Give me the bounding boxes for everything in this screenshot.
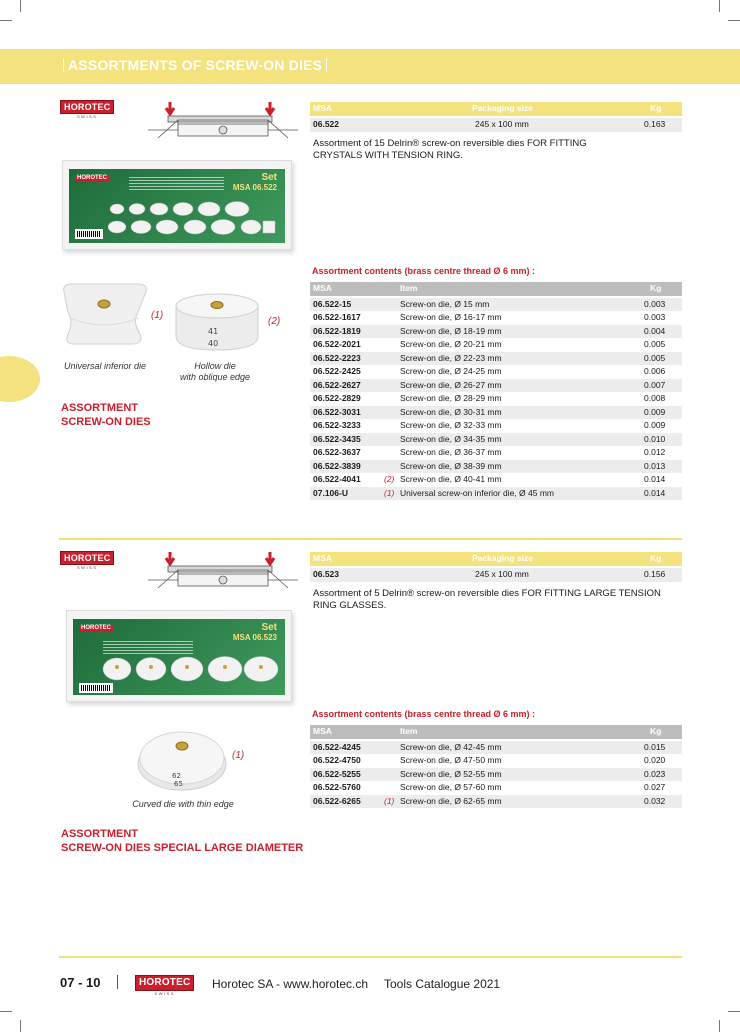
- cell-ref: 06.522-2021: [313, 339, 361, 349]
- cell-kg: 0.003: [644, 312, 666, 322]
- die-mark-top: 41: [208, 327, 219, 336]
- table-row: [310, 446, 682, 460]
- table-row: [310, 392, 682, 406]
- cell-item: Screw-on die, Ø 20-21 mm: [400, 339, 502, 349]
- logo-text: HOROTEC: [60, 551, 114, 565]
- cell-kg: 0.010: [644, 433, 666, 444]
- cell-ref: 06.522-4041: [313, 474, 361, 484]
- cell-item: Screw-on die, Ø 15 mm: [400, 298, 490, 309]
- table-row: [310, 460, 682, 474]
- table-header: [310, 552, 682, 566]
- cell-ref: 06.522-4750: [313, 755, 361, 765]
- horotec-logo: [60, 100, 114, 119]
- cell-ref: 06.522-3031: [313, 406, 361, 417]
- universal-inferior-die-image: [58, 282, 150, 348]
- table-row: [310, 741, 682, 755]
- curved-die-image: [136, 720, 228, 792]
- cell-ref: 06.522-3839: [313, 460, 361, 471]
- footer-catalogue: Tools Catalogue 2021: [384, 977, 501, 991]
- cell-ref: 06.522-2829: [313, 393, 361, 403]
- packaging-table: [310, 552, 682, 583]
- box-logo: HOROTEC: [77, 175, 107, 181]
- die-mark-bottom: 65: [174, 780, 183, 788]
- cell-kg: 0.013: [644, 460, 666, 471]
- col-kg: Kg: [650, 283, 662, 293]
- cell-ref: 06.522-1617: [313, 312, 361, 322]
- section-title-line1: ASSORTMENT: [61, 402, 138, 414]
- press-diagram-illustration: [148, 548, 298, 598]
- cell-ref: 06.522-4245: [313, 741, 361, 752]
- cell-ref: 06.522-2425: [313, 366, 361, 376]
- table-row: [310, 487, 682, 501]
- col-kg: Kg: [650, 726, 662, 736]
- col-msa: MSA: [313, 103, 332, 113]
- table-row: [310, 406, 682, 420]
- cell-item: Screw-on die, Ø 30-31 mm: [400, 406, 502, 417]
- logo-text: HOROTEC: [135, 975, 194, 991]
- cell-item: Screw-on die, Ø 16-17 mm: [400, 312, 502, 322]
- box-dies-illustration: [101, 655, 281, 683]
- footer-company: Horotec SA - www.horotec.ch: [212, 977, 369, 991]
- cell-item: Screw-on die, Ø 57-60 mm: [400, 782, 502, 792]
- page-title-text: ASSORTMENTS OF SCREW-ON DIES: [68, 57, 323, 73]
- cell-item: Screw-on die, Ø 42-45 mm: [400, 741, 502, 752]
- table-header: [310, 102, 682, 116]
- cell-ref: 07.106-U: [313, 487, 348, 498]
- caption-hollow-line2: with oblique edge: [179, 372, 251, 382]
- callout-2: (2): [268, 316, 281, 327]
- col-msa: MSA: [313, 726, 332, 736]
- cell-ref: 06.523: [313, 569, 339, 579]
- cell-note: (2): [384, 474, 395, 484]
- section-title-line1: ASSORTMENT: [61, 828, 138, 840]
- cell-item: Screw-on die, Ø 22-23 mm: [400, 352, 502, 363]
- product-box-image: [66, 610, 292, 702]
- table-header: [310, 282, 682, 296]
- box-set-ref: MSA 06.523: [232, 633, 277, 642]
- contents-title: Assortment contents (brass centre thread Ø 6 mm) :: [312, 709, 536, 719]
- box-logo: HOROTEC: [81, 625, 111, 631]
- col-kg: Kg: [650, 553, 662, 563]
- cell-kg: 0.008: [644, 393, 666, 403]
- crop-mark: [719, 1020, 720, 1032]
- table-row: [310, 379, 682, 393]
- cell-item: Universal screw-on inferior die, Ø 45 mm: [400, 487, 554, 498]
- section-title-line2: SCREW-ON DIES: [61, 416, 151, 428]
- section-title: [61, 827, 303, 855]
- callout-1: (1): [151, 310, 164, 321]
- product-box-image: [62, 160, 292, 250]
- horotec-logo: [60, 551, 114, 570]
- cell-item: Screw-on die, Ø 32-33 mm: [400, 420, 502, 430]
- cell-size: 245 x 100 mm: [475, 119, 529, 129]
- col-kg: Kg: [650, 103, 662, 113]
- barcode: [75, 229, 103, 239]
- table-row: [310, 768, 682, 782]
- packaging-table: [310, 102, 682, 133]
- callout-1: (1): [232, 750, 245, 761]
- cell-item: Screw-on die, Ø 40-41 mm: [400, 474, 502, 484]
- box-dies-illustration: [107, 201, 277, 237]
- cell-kg: 0.012: [644, 447, 666, 457]
- side-tab-marker: [0, 356, 40, 402]
- logo-text: HOROTEC: [60, 100, 114, 114]
- hollow-die-image: [174, 292, 260, 352]
- crop-mark: [0, 1011, 12, 1012]
- table-row: [310, 118, 682, 132]
- cell-ref: 06.522-1819: [313, 325, 361, 336]
- cell-kg: 0.014: [644, 487, 666, 498]
- caption-universal-die: Universal inferior die: [63, 361, 147, 371]
- table-row: [310, 754, 682, 768]
- footer-divider: [59, 956, 682, 958]
- product-description: Assortment of 5 Delrin® screw-on reversible dies FOR FITTING LARGE TENSION RING GLASSES.: [313, 588, 661, 611]
- section-title: [61, 401, 151, 429]
- contents-title: Assortment contents (brass centre thread Ø 6 mm) :: [312, 266, 536, 276]
- cell-kg: 0.163: [644, 119, 666, 129]
- table-row: [310, 352, 682, 366]
- cell-item: Screw-on die, Ø 34-35 mm: [400, 433, 502, 444]
- table-row: [310, 795, 682, 809]
- cell-kg: 0.027: [644, 782, 666, 792]
- box-set-ref: MSA 06.522: [232, 183, 277, 192]
- cell-kg: 0.009: [644, 420, 666, 430]
- cell-ref: 06.522-15: [313, 298, 352, 309]
- cell-kg: 0.009: [644, 406, 666, 417]
- cell-note: (1): [384, 795, 395, 806]
- box-set-label: [233, 173, 277, 193]
- table-row: [310, 781, 682, 795]
- table-row: [310, 433, 682, 447]
- cell-kg: 0.004: [644, 325, 666, 336]
- crop-mark: [728, 1011, 740, 1012]
- col-item: Item: [400, 283, 418, 293]
- cell-ref: 06.522-2627: [313, 379, 361, 390]
- cell-item: Screw-on die, Ø 47-50 mm: [400, 755, 502, 765]
- box-set-title: Set: [261, 622, 277, 633]
- cell-ref: 06.522-3233: [313, 420, 361, 430]
- crop-mark: [20, 1020, 21, 1032]
- cell-ref: 06.522-6265: [313, 795, 361, 806]
- col-item: Item: [400, 726, 418, 736]
- footer-separator: [117, 975, 118, 989]
- cell-kg: 0.005: [644, 339, 666, 349]
- table-row: [310, 419, 682, 433]
- cell-size: 245 x 100 mm: [475, 569, 529, 579]
- contents-table: [310, 282, 682, 498]
- cell-kg: 0.023: [644, 768, 666, 779]
- cell-kg: 0.005: [644, 352, 666, 363]
- crop-mark: [0, 20, 12, 21]
- cell-kg: 0.015: [644, 741, 666, 752]
- cell-kg: 0.014: [644, 474, 666, 484]
- cell-ref: 06.522-2223: [313, 352, 361, 363]
- col-packaging-size: Packaging size: [472, 103, 533, 113]
- cell-item: Screw-on die, Ø 28-29 mm: [400, 393, 502, 403]
- crop-mark: [20, 0, 21, 12]
- cell-item: Screw-on die, Ø 24-25 mm: [400, 366, 502, 376]
- contents-table: [310, 725, 682, 809]
- caption-hollow-line1: Hollow die: [194, 361, 236, 371]
- cell-ref: 06.522-3435: [313, 433, 361, 444]
- cell-kg: 0.007: [644, 379, 666, 390]
- cell-ref: 06.522-5760: [313, 782, 361, 792]
- cell-item: Screw-on die, Ø 18-19 mm: [400, 325, 502, 336]
- logo-sub: SWISS: [77, 114, 98, 119]
- box-text-lines: [129, 175, 224, 197]
- cell-note: (1): [384, 487, 395, 498]
- die-mark-bottom: 40: [208, 339, 219, 348]
- table-row: [310, 325, 682, 339]
- section-title-line2: SCREW-ON DIES SPECIAL LARGE DIAMETER: [61, 842, 304, 854]
- table-header: [310, 725, 682, 739]
- table-row: [310, 311, 682, 325]
- box-set-title: Set: [261, 172, 277, 183]
- horotec-logo: [135, 975, 194, 996]
- col-packaging-size: Packaging size: [472, 553, 533, 563]
- cell-item: Screw-on die, Ø 36-37 mm: [400, 447, 502, 457]
- table-row: [310, 298, 682, 312]
- col-msa: MSA: [313, 283, 332, 293]
- cell-item: Screw-on die, Ø 26-27 mm: [400, 379, 502, 390]
- table-row: [310, 338, 682, 352]
- cell-ref: 06.522-5255: [313, 768, 361, 779]
- page-title: [59, 57, 331, 77]
- press-diagram-illustration: [148, 98, 298, 148]
- crop-mark: [728, 20, 740, 21]
- table-row: [310, 568, 682, 582]
- cell-item: Screw-on die, Ø 62-65 mm: [400, 795, 502, 806]
- cell-kg: 0.006: [644, 366, 666, 376]
- cell-item: Screw-on die, Ø 38-39 mm: [400, 460, 502, 471]
- cell-item: Screw-on die, Ø 52-55 mm: [400, 768, 502, 779]
- page-number: 07 - 10: [60, 975, 101, 990]
- table-row: [310, 365, 682, 379]
- product-description: Assortment of 15 Delrin® screw-on reversible dies FOR FITTING CRYSTALS WITH TENSION RING.: [313, 138, 587, 161]
- section-divider: [59, 538, 682, 540]
- logo-sub: SWISS: [154, 991, 175, 996]
- cell-kg: 0.020: [644, 755, 666, 765]
- cell-ref: 06.522: [313, 119, 339, 129]
- die-mark-top: 62: [172, 772, 181, 780]
- caption-hollow-die: [165, 361, 265, 383]
- cell-kg: 0.156: [644, 569, 666, 579]
- table-row: [310, 473, 682, 487]
- cell-kg: 0.032: [644, 795, 666, 806]
- cell-ref: 06.522-3637: [313, 447, 361, 457]
- caption-curved-die: Curved die with thin edge: [132, 799, 234, 809]
- box-set-label: [233, 623, 277, 643]
- cell-kg: 0.003: [644, 298, 666, 309]
- col-msa: MSA: [313, 553, 332, 563]
- crop-mark: [719, 0, 720, 12]
- barcode: [79, 683, 113, 693]
- logo-sub: SWISS: [77, 565, 98, 570]
